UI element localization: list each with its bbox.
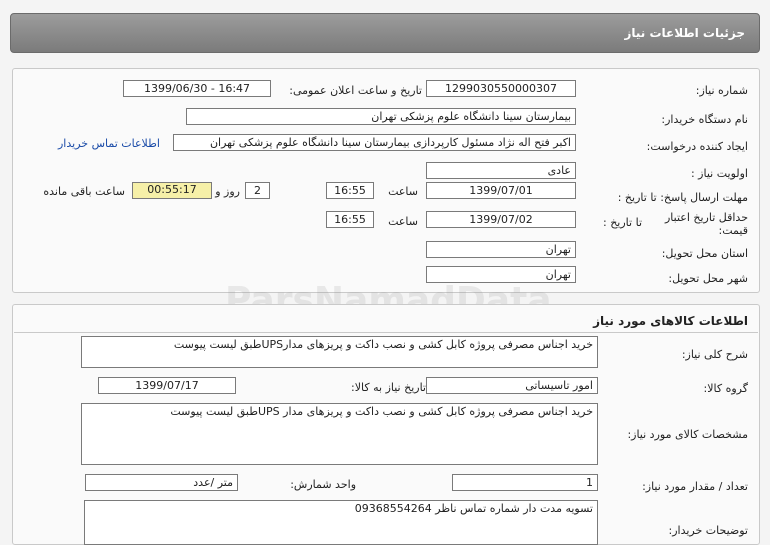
qty-label: تعداد / مقدار مورد نیاز: <box>642 480 748 493</box>
requester-label: ایجاد کننده درخواست: <box>646 140 748 153</box>
validity-time-label: ساعت <box>388 215 418 228</box>
buyer-org-label: نام دستگاه خریدار: <box>661 113 748 126</box>
announce-field: 1399/06/30 - 16:47 <box>123 80 271 97</box>
need-date-label: تاریخ نیاز به کالا: <box>351 381 426 394</box>
unit-label: واحد شمارش: <box>290 478 356 491</box>
city-label: شهر محل تحویل: <box>668 272 748 285</box>
remaining-label: ساعت باقی مانده <box>43 185 125 198</box>
priority-field: عادی <box>426 162 576 179</box>
buyer-contact-link[interactable]: اطلاعات تماس خریدار <box>58 137 160 150</box>
page-title: جزئیات اطلاعات نیاز <box>624 26 745 40</box>
qty-field: 1 <box>452 474 598 491</box>
province-label: استان محل تحویل: <box>661 247 748 260</box>
priority-label: اولویت نیاز : <box>690 167 748 180</box>
goods-section-title: اطلاعات کالاهای مورد نیاز <box>593 314 748 328</box>
header-bar <box>10 13 760 53</box>
requester-field: اکبر فتح اله نژاد مسئول کارپردازی بیمارستان سینا دانشگاه علوم پزشکی تهران <box>173 134 576 151</box>
specs-label: مشخصات کالای مورد نیاز: <box>627 428 748 441</box>
buyer-notes-field: تسویه مدت دار شماره تماس ناظر 09368554264 <box>84 500 598 545</box>
announce-label: تاریخ و ساعت اعلان عمومی: <box>289 84 422 97</box>
summary-label: شرح کلی نیاز: <box>681 348 748 361</box>
need-date-field: 1399/07/17 <box>98 377 236 394</box>
buyer-notes-label: توضیحات خریدار: <box>668 524 748 537</box>
buyer-org-field: بیمارستان سینا دانشگاه علوم پزشکی تهران <box>186 108 576 125</box>
validity-date-field: 1399/07/02 <box>426 211 576 228</box>
unit-field: متر /عدد <box>85 474 238 491</box>
province-field: تهران <box>426 241 576 258</box>
validity-time-field: 16:55 <box>326 211 374 228</box>
reply-time-field: 16:55 <box>326 182 374 199</box>
watermark: ParsNamadData <box>225 280 552 321</box>
remaining-days-field: 2 <box>245 182 270 199</box>
goods-divider <box>14 332 758 333</box>
reply-date-field: 1399/07/01 <box>426 182 576 199</box>
need-number-label: شماره نیاز: <box>695 84 748 97</box>
days-label: روز و <box>215 185 240 198</box>
specs-field: خرید اجناس مصرفی پروژه کابل کشی و نصب داکت و پریزهای مدار UPSطبق لیست پیوست <box>81 403 598 465</box>
city-field: تهران <box>426 266 576 283</box>
reply-deadline-label: مهلت ارسال پاسخ: تا تاریخ : <box>617 191 748 204</box>
group-field: امور تاسیساتی <box>426 377 598 394</box>
reply-time-label: ساعت <box>388 185 418 198</box>
group-label: گروه کالا: <box>703 382 748 395</box>
need-info-panel <box>12 68 760 293</box>
need-number-field: 1299030550000307 <box>426 80 576 97</box>
remaining-time-field: 00:55:17 <box>132 182 212 199</box>
summary-field: خرید اجناس مصرفی پروژه کابل کشی و نصب داکت و پریزهای مدارUPSطبق لیست پیوست <box>81 336 598 368</box>
validity-to-date-label: تا تاریخ : <box>603 216 642 229</box>
min-validity-label: حداقل تاریخ اعتبار قیمت: <box>664 211 748 237</box>
